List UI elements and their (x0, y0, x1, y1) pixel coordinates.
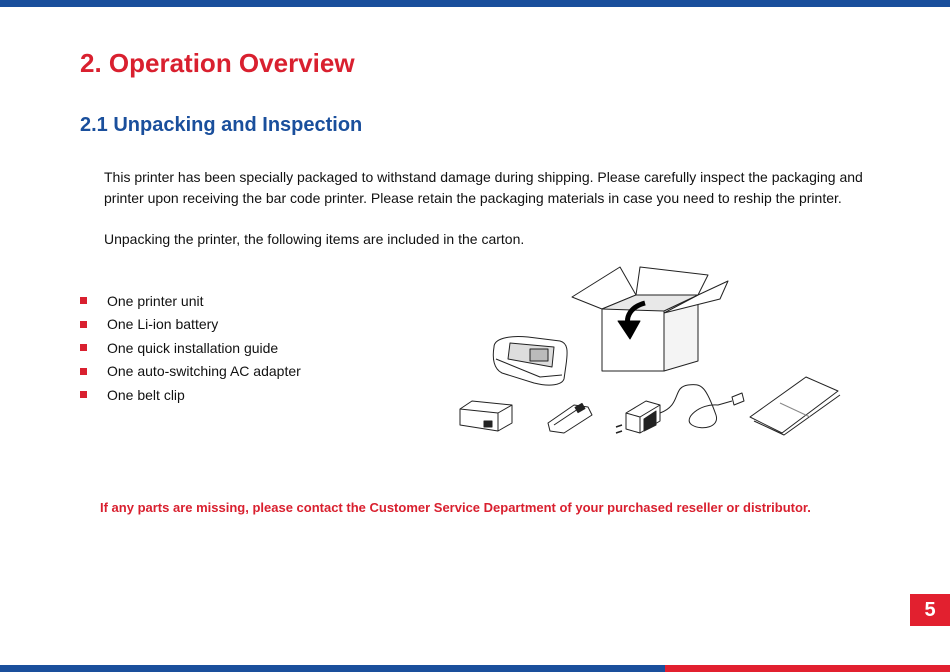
ac-adapter-icon (616, 385, 744, 433)
carton-contents-list (80, 289, 301, 407)
missing-parts-notice: If any parts are missing, please contact the Customer Service Department of your purchased reseller or distributor. (100, 500, 811, 515)
top-accent-bar (0, 0, 950, 7)
list-item-label: One quick installation guide (107, 339, 279, 356)
page-number-badge: 5 (910, 594, 950, 626)
unpacking-illustration (450, 255, 850, 440)
bottom-accent-bar-red (665, 665, 950, 672)
bottom-accent-bar-blue (0, 665, 665, 672)
carton-box-icon (572, 267, 728, 371)
intro-paragraph: This printer has been specially packaged to withstand damage during shipping. Please carefully inspect the packaging and printer upon receiving the bar code printer. Please retain the packaging materials in case you need to reship the printer. (104, 169, 863, 206)
list-item (80, 289, 301, 313)
battery-icon (460, 401, 512, 431)
page-heading: 2. Operation Overview (80, 48, 355, 78)
belt-clip-icon (548, 403, 592, 433)
square-bullet-icon (80, 344, 87, 351)
list-item (80, 360, 301, 384)
square-bullet-icon (80, 391, 87, 398)
square-bullet-icon (80, 321, 87, 328)
printer-unit-icon (493, 336, 567, 385)
list-item-label: One Li-ion battery (107, 316, 219, 333)
list-item-label: One auto-switching AC adapter (107, 363, 301, 380)
square-bullet-icon (80, 297, 87, 304)
section-heading: 2.1 Unpacking and Inspection (80, 114, 363, 136)
list-item (80, 313, 301, 337)
list-item (80, 383, 301, 407)
contents-intro-paragraph: Unpacking the printer, the following items are included in the carton. (104, 231, 525, 247)
quick-guide-icon (750, 377, 840, 435)
list-item (80, 336, 301, 360)
list-item-label: One belt clip (107, 386, 185, 403)
list-item-label: One printer unit (107, 292, 204, 309)
square-bullet-icon (80, 368, 87, 375)
